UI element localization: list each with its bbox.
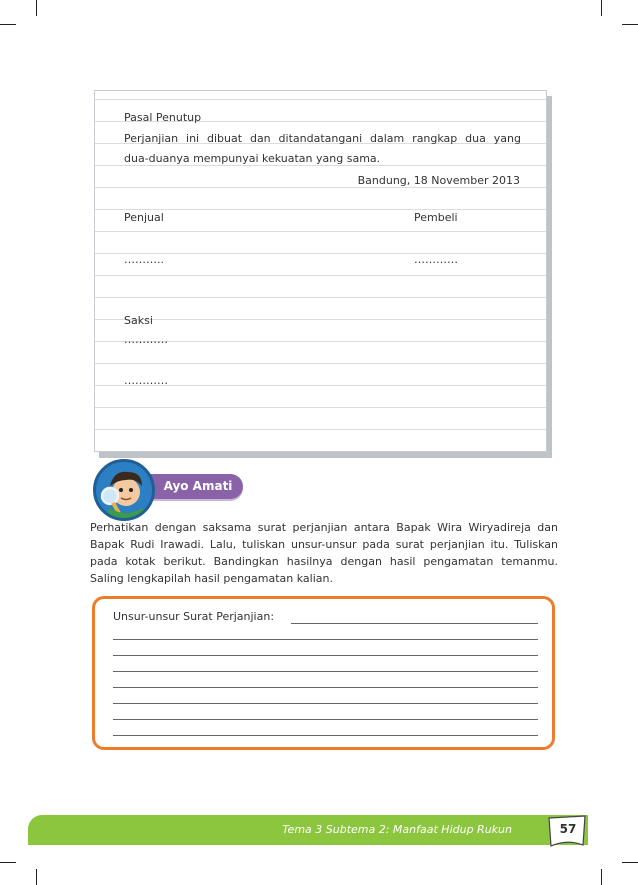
closing-text-line: Perjanjian ini dibuat dan ditandatangani dalam rangkap dua yang	[124, 132, 521, 145]
crop-mark	[0, 862, 16, 863]
answer-box	[92, 596, 555, 750]
boy-with-magnifier-icon	[93, 459, 155, 521]
crop-mark	[0, 24, 16, 25]
instruction-paragraph	[90, 519, 558, 587]
answer-line[interactable]	[291, 623, 538, 624]
crop-mark	[36, 869, 37, 885]
paragraph-line: Perhatikan dengan saksama surat perjanjian antara Bapak Wira Wiryadireja dan	[90, 521, 558, 534]
answer-line[interactable]	[113, 703, 538, 704]
answer-line[interactable]	[113, 735, 538, 736]
answer-line[interactable]	[113, 687, 538, 688]
seller-label: Penjual	[124, 211, 164, 224]
answer-box-label: Unsur-unsur Surat Perjanjian:	[113, 610, 275, 623]
crop-mark	[622, 862, 638, 863]
paragraph-line: Bapak Rudi Irawadi. Lalu, tuliskan unsur-unsur pada surat perjanjian itu. Tuliskan	[90, 538, 558, 551]
buyer-signature-dots: …………	[414, 253, 458, 266]
crop-mark	[601, 0, 602, 16]
crop-mark	[601, 869, 602, 885]
ayo-amati-badge	[145, 474, 243, 499]
agreement-letter	[94, 90, 547, 452]
badge-label: Ayo Amati	[163, 479, 233, 493]
answer-line[interactable]	[113, 671, 538, 672]
footer-theme-text: Tema 3 Subtema 2: Manfaat Hidup Rukun	[282, 823, 512, 836]
buyer-label: Pembeli	[414, 211, 458, 224]
witness-signature-dots: …………	[124, 374, 168, 387]
paragraph-line: pada kotak berikut. Bandingkan hasilnya dengan hasil pengamatan temanmu.	[90, 555, 558, 568]
seller-signature-dots: ………..	[124, 253, 164, 266]
paragraph-line: Saling lengkapilah hasil pengamatan kalian.	[90, 572, 333, 585]
answer-line[interactable]	[113, 719, 538, 720]
page-number: 57	[559, 822, 577, 836]
crop-mark	[622, 24, 638, 25]
answer-line[interactable]	[113, 639, 538, 640]
place-date: Bandung, 18 November 2013	[357, 174, 520, 187]
footer-bar	[28, 815, 588, 845]
witness-signature-dots: …………	[124, 333, 168, 346]
witness-label: Saksi	[124, 314, 153, 327]
crop-mark	[36, 0, 37, 16]
answer-line[interactable]	[113, 655, 538, 656]
closing-text-line: dua-duanya mempunyai kekuatan yang sama.	[124, 152, 381, 165]
closing-heading: Pasal Penutup	[124, 111, 202, 124]
